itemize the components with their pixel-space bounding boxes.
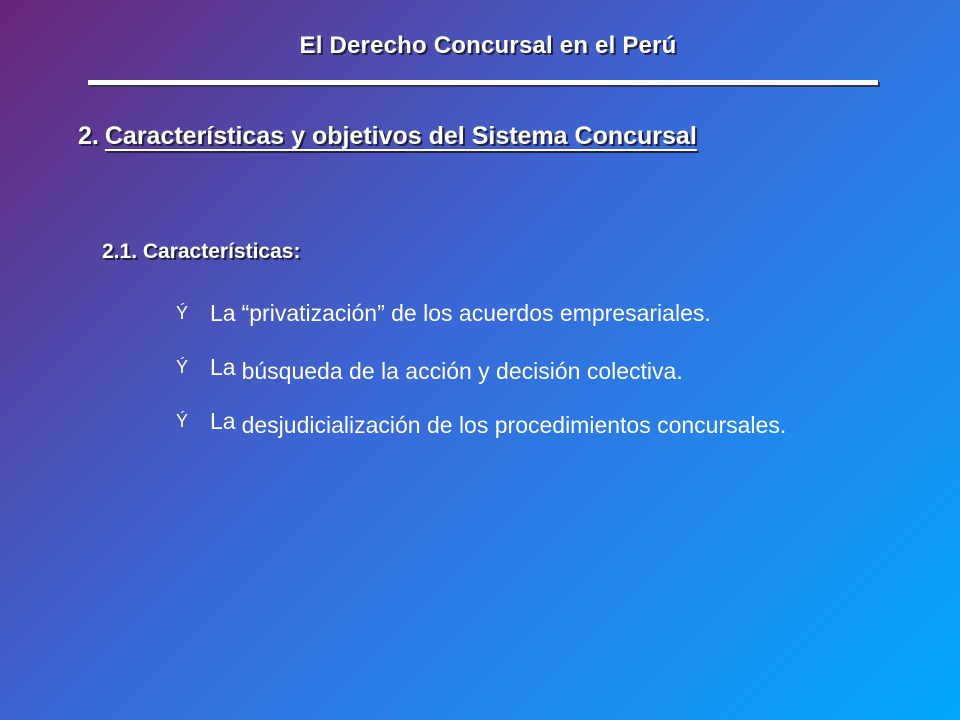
section-heading <box>78 122 697 151</box>
bullet-icon: Ý <box>176 303 189 323</box>
bullet-icon: Ý <box>176 357 189 377</box>
bullet-item <box>176 408 786 462</box>
slide-title: El Derecho Concursal en el Perú <box>299 32 677 59</box>
bullet-lead: La <box>210 300 236 326</box>
bullet-lead: La <box>210 354 236 380</box>
bullet-text: “privatización” de los acuerdos empresariales. <box>241 300 711 326</box>
bullet-item <box>176 300 786 354</box>
section-number: 2. <box>78 122 99 150</box>
bullet-text: desjudicialización de los procedimientos concursales. <box>241 412 787 438</box>
bullet-item <box>176 354 786 408</box>
title-divider <box>88 80 878 85</box>
bullet-list <box>176 300 786 462</box>
bullet-lead: La <box>210 408 236 434</box>
section-text: Características y objetivos del Sistema Concursal <box>104 122 697 150</box>
subsection-heading: 2.1. Características: <box>102 240 301 263</box>
bullet-text: búsqueda de la acción y decisión colectiva. <box>241 358 683 384</box>
bullet-icon: Ý <box>176 411 189 431</box>
